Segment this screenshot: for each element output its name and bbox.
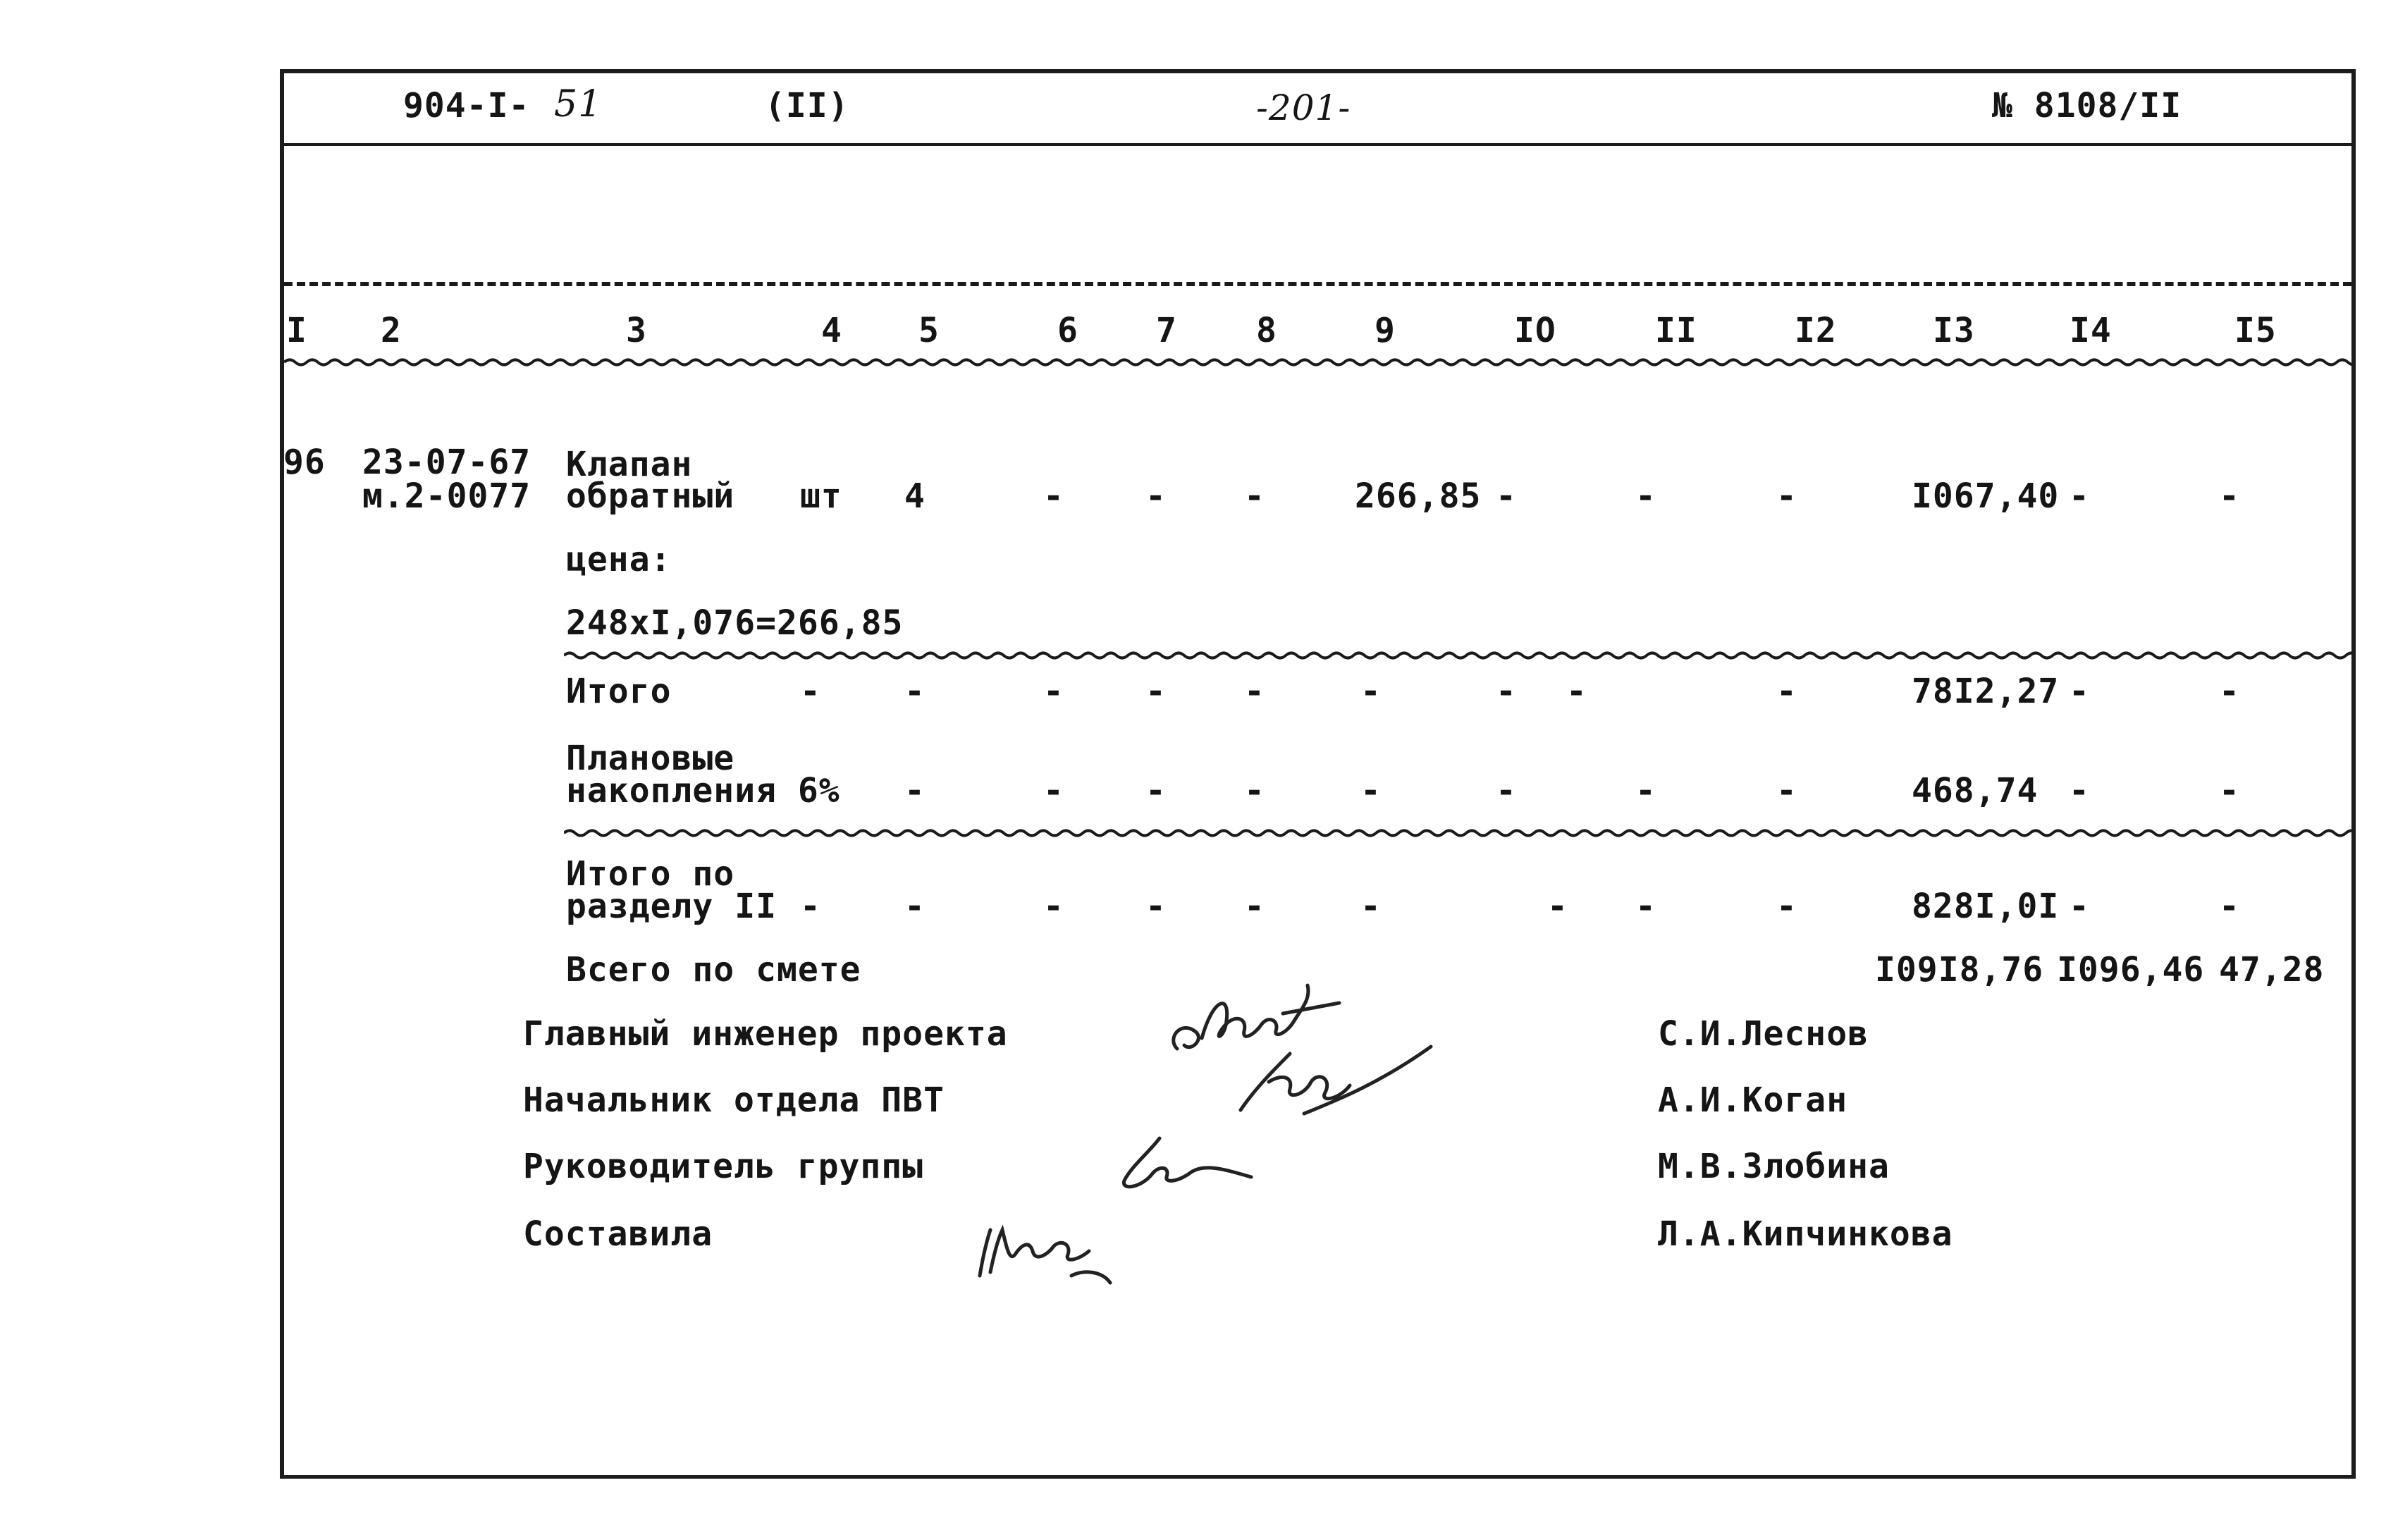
dash-cell: - — [1360, 887, 1382, 926]
column-number: 9 — [1375, 311, 1396, 350]
column-number: 4 — [821, 311, 842, 350]
grand-total-col15: 47,28 — [2219, 950, 2325, 990]
grand-total-col14: I096,46 — [2057, 950, 2205, 990]
signer-name: Л.А.Кипчинкова — [1658, 1214, 1953, 1254]
dash-cell: - — [1776, 476, 1797, 516]
column-number: I — [286, 311, 307, 350]
signer-name: М.В.Злобина — [1658, 1147, 1890, 1186]
section-total-amount: 828I,0I — [1912, 887, 2060, 926]
dash-cell: - — [1635, 476, 1656, 516]
document-code-handwritten: 51 — [554, 83, 603, 125]
price-calculation: 248xI,076=266,85 — [566, 603, 904, 643]
dash-cell: - — [2069, 672, 2090, 711]
subtotal-label: Итого — [566, 672, 672, 711]
total-cost-cell: I067,40 — [1912, 476, 2060, 516]
planned-savings-label-line1: Плановые — [566, 739, 735, 778]
signer-name: А.И.Коган — [1658, 1080, 1848, 1120]
dash-cell: - — [904, 672, 926, 711]
dash-cell: - — [1043, 887, 1064, 926]
dash-cell: - — [1043, 771, 1064, 811]
dash-cell: - — [2069, 476, 2090, 516]
dash-cell: - — [2069, 771, 2090, 811]
page-number: -201- — [1256, 87, 1351, 128]
dash-cell: - — [2219, 672, 2240, 711]
column-number: IO — [1514, 311, 1556, 350]
dash-cell: - — [1043, 672, 1064, 711]
price-code-line2: м.2-0077 — [362, 476, 531, 516]
column-number: I3 — [1933, 311, 1975, 350]
dash-cell: - — [2069, 887, 2090, 926]
planned-savings-label-line2: накопления 6% — [566, 771, 840, 811]
dash-cell: - — [1496, 771, 1517, 811]
section-total-label-line1: Итого по — [566, 854, 735, 894]
dash-cell: - — [1145, 476, 1167, 516]
dash-cell: - — [1776, 887, 1797, 926]
subtotal-amount: 78I2,27 — [1912, 672, 2060, 711]
signer-role: Руководитель группы — [523, 1147, 924, 1186]
dash-cell: - — [1043, 476, 1064, 516]
signer-role: Главный инженер проекта — [523, 1014, 1008, 1054]
dash-cell: - — [1244, 771, 1265, 811]
dash-cell: - — [1547, 887, 1568, 926]
column-number: 8 — [1256, 311, 1277, 350]
dash-cell: - — [1360, 672, 1382, 711]
dash-cell: - — [800, 672, 821, 711]
price-note-label: цена: — [566, 540, 672, 579]
dash-cell: - — [1776, 771, 1797, 811]
dash-cell: - — [800, 887, 821, 926]
dash-cell: - — [1244, 672, 1265, 711]
column-number: 5 — [918, 311, 940, 350]
dash-cell: - — [1776, 672, 1797, 711]
unit-price-cell: 266,85 — [1355, 476, 1482, 516]
signer-role: Составила — [523, 1214, 713, 1254]
column-header-top-rule — [284, 282, 2351, 286]
signer-role: Начальник отдела ПВТ — [523, 1080, 945, 1120]
column-number: I4 — [2070, 311, 2112, 350]
dash-cell: - — [1244, 887, 1265, 926]
column-number: 7 — [1156, 311, 1177, 350]
quantity-cell: 4 — [904, 476, 926, 516]
column-number: I2 — [1795, 311, 1837, 350]
dash-cell: - — [1360, 771, 1382, 811]
column-header-wavy-rule — [284, 356, 2351, 369]
unit-cell: шт — [800, 476, 842, 516]
document-code: 904-I- — [403, 86, 530, 125]
dash-cell: - — [2219, 887, 2240, 926]
dash-cell: - — [1244, 476, 1265, 516]
header-divider — [284, 143, 2351, 146]
price-code-line1: 23-07-67 — [362, 443, 531, 482]
dash-cell: - — [1145, 887, 1167, 926]
signature-compiler — [966, 1212, 1135, 1290]
dash-cell: - — [1145, 672, 1167, 711]
dash-cell: - — [904, 887, 926, 926]
dash-cell: - — [1145, 771, 1167, 811]
dash-cell: - — [1635, 887, 1656, 926]
dash-cell: - — [1635, 771, 1656, 811]
dash-cell: - — [1566, 672, 1587, 711]
row-number: 96 — [283, 443, 326, 482]
grand-total-label: Всего по смете — [566, 950, 861, 990]
signature-department-head — [1226, 1033, 1452, 1131]
planned-savings-amount: 468,74 — [1912, 771, 2039, 811]
column-number: I5 — [2234, 311, 2277, 350]
order-number: № 8108/II — [1992, 86, 2182, 125]
signer-name: С.И.Леснов — [1658, 1014, 1869, 1054]
item-name-line1: Клапан — [566, 445, 693, 484]
volume-number: (II) — [765, 86, 849, 125]
dash-cell: - — [904, 771, 926, 811]
column-number: II — [1655, 311, 1697, 350]
column-number: 6 — [1057, 311, 1078, 350]
signature-group-leader — [1110, 1124, 1293, 1202]
row-wavy-rule — [564, 649, 2351, 662]
column-number: 3 — [626, 311, 647, 350]
column-number: 2 — [381, 311, 402, 350]
item-name-line2: обратный — [566, 476, 735, 516]
grand-total-col13: I09I8,76 — [1875, 950, 2044, 990]
dash-cell: - — [2219, 771, 2240, 811]
dash-cell: - — [2219, 476, 2240, 516]
section-total-label-line2: разделу II — [566, 887, 777, 926]
section-wavy-rule — [564, 827, 2351, 839]
dash-cell: - — [1496, 672, 1517, 711]
dash-cell: - — [1496, 476, 1517, 516]
